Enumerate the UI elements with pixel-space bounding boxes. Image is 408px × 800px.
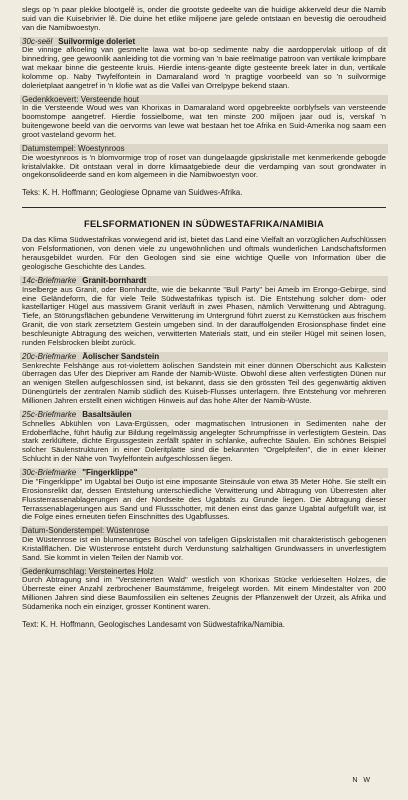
section-divider: [22, 207, 386, 208]
section-title: Wüstenrose: [106, 526, 150, 536]
german-text: [22, 218, 386, 628]
section-title: Versteende hout: [80, 94, 139, 104]
section-fingerklippe: [22, 468, 386, 522]
section-title: "Fingerklippe": [82, 468, 138, 478]
intro-paragraph: Da das Klima Südwestafrikas vorwiegend arid ist, bietet das Land eine Vielfalt an vorzüglichen Aufschlüssen von Felsformationen, von denen viele zu ungewöhnlichen und oftmals wunderlichen Landschaftsformen herausgebildet wurden. Für den Geologen sind sie eine wichtige Quelle von Information über die geologische Geschichte des Landes.: [22, 235, 386, 272]
stamp-value: Gedenkkoevert:: [22, 94, 79, 104]
section-body: Die "Fingerklippe" im Ugabtal bei Outjo ist eine imposante Steinsäule von etwa 35 Meter Höhe. Sie stellt ein Erosionsrelikt dar, dessen Entstehung unterschiedliche Verwitterung und Abtragung von Überresten alter Flussterrassenablagerungen an der Nordseite des Ugabtals zu Grunde liegen. Die Abtragung dieser Terrassenablagerungen aus Sand und Flussschotter, mit denen einst das ganze Ugabtal aufgefüllt war, ist die Folge eines erneuten tiefen Einschnittes des Ugabflusses.: [22, 476, 386, 522]
section-hout: [22, 95, 386, 140]
section-title: Basaltsäulen: [82, 410, 132, 420]
section-title: Suilvormige doleriet: [58, 36, 136, 46]
section-body: Die vinnige afkoeling van gesmelte lawa wat bo-op sedimente naby die aardoppervlak uitloop of dit binnedring, gee gewoonlik aanleiding tot die vorming van 'n baie reëlmatige patroon van vertikale krimpbare wat mekaar binne die gesteente kruis. Hierdie intens-geante digte gesteente breek later in dun, vertikale kolomme op. Naby Twyfelfontein in Damaraland word 'n pragtige voorbeeld van so 'n suilvormige dolerietplaat aangetref in 'n klofie wat as die Vallei van Orrelpype bekend staan.: [22, 45, 386, 90]
section-body: Die woestynroos is 'n blomvormige trop of roset van dungelaagde gipskristalle met kenmerkende gebogde kristalvlakke. Dit ontstaan veral in dorre klimaatgebiede deur die verdamping van sout grondwater in ongekonsolideerde sand en kom algemeen in die Namibwoestyn voor.: [22, 152, 386, 180]
section-title: Versteinertes Holz: [88, 566, 154, 576]
section-sandstein: [22, 352, 386, 406]
page-title: FELSFORMATIONEN IN SÜDWESTAFRIKA/NAMIBIA: [84, 218, 324, 230]
afrikaans-text: [22, 6, 386, 197]
stamp-value: 30c-Briefmarke: [22, 468, 77, 478]
section-title: Äolischer Sandstein: [82, 351, 160, 361]
stamp-value: 14c-Briefmarke: [22, 276, 77, 285]
stamp-value: 25c-Briefmarke: [22, 410, 77, 420]
section-woestynroos: [22, 144, 386, 180]
section-granit: [22, 276, 386, 348]
section-title: Woestynroos: [78, 144, 125, 154]
section-basaltsaeulen: [22, 410, 386, 464]
section-body: Schnelles Abkühlen von Lava-Ergüssen, oder magmatischen Intrusionen in Sedimenten nahe der Erdoberfläche, führt häufig zur Bildung regelmässig angelegter Schrumpfrisse in verfestigtem Gestein. Das stark zerklüftete, dichte Ergussgestein zerfällt später in schlanke, aufrechte Säulen. Ein schönes Beispiel solcher Säulenstrukturen in einer Doleritplatte sind die bekannten "Orgelpfeifen", die in einer kleiner Schlucht in der Nähe von Twyfelfontein aufgeschlossen liegen.: [22, 418, 386, 464]
section-body: Inselberge aus Granit, oder Bornhardte, wie die bekannte "Bull Party" bei Ameib im Erongo-Gebirge, sind eine Geländeform, die für viele Teile Südwestafrikas typisch ist. Die Entstehung solcher dom- oder kastellartiger Hügel aus massivem Granit verläuft in zwei Phasen, nämlich Verwitterung und Abtragung. Tiefe, an Störungsflächen gebundene Verwitterung im Untergrund führt zuerst zu Kernstücken aus frischem Granit, die von stark zersetztem Gestein umgeben sind. In der darauffolgenden Erosionsphase findet eine beschleunigte Abtragung des weichen, verwitterten Materials statt, und ein steiler Hügel mit seinen losen, runden Felsbrocken bleibt zurück.: [22, 284, 386, 348]
lead-paragraph: slegs op 'n paar plekke blootgelê is, onder die grootste gedeelte van die huidige akkerveld deur die Namib suid van die Kuisebrivier lê. Die duine het etlike miljoene jare gelede ontstaan en bevestig die oeroudheid van die Namibwoestyn.: [22, 5, 386, 32]
stamp-value: Datumstempel:: [22, 144, 76, 154]
section-body: Senkrechte Felshänge aus rot-violettem äolischen Sandstein mit einer dünnen Oberschicht aus Kalkstein überragen das Ufer des Diepriver am Rande der Namib-Wüste. Obwohl diese alten verfestigten Dünen nur an wenigen Stellen aufgeschlossen sind, ist bekannt, dass sie den grössten Teil des gegenwärtig aktiven Dünengürtels der zentralen Namib südlich des Kuiseb-Flusses unterlagern. Ihre Entstehung vor mehreren Millionen Jahren erstellt einen wichtigen Hinweis auf das hohe Alter der Namib-Wüste.: [22, 360, 386, 406]
afrikaans-credit: Teks: K. H. Hoffmann; Geologiese Opname van Suidwes-Afrika.: [22, 188, 243, 198]
section-body: In die Versteende Woud wes van Khorixas in Damaraland word opgebreekte oorblyfsels van versteende boomstompe aangetref. Hierdie fossielbome, wat ten minste 200 miljoen jaar oud is, verskaf 'n buitengewone beeld van die oervorms van lewe wat bestaan het toe Afrika en Suid-Amerika nog saam een groot vasteland gevorm het.: [22, 103, 386, 140]
stamp-value: Datum-Sonderstempel:: [22, 526, 105, 536]
stamp-value: 20c-Briefmarke: [22, 351, 77, 361]
section-body: Die Wüstenrose ist ein blumenartiges Büschel von tafeligen Gipskristallen mit charakteristisch gebogenen Kristallflächen. Die Wüstenrose entsteht durch Verdunstung salzhaltigen Grundwassers in unverfestigtem Sand. Sie kommt in vielen Teilen der Namib vor.: [22, 534, 386, 562]
section-holz: [22, 567, 386, 612]
stamp-value: Gedenkumschlag:: [22, 566, 87, 576]
section-wuestenrose: [22, 526, 386, 562]
section-doleriet: [22, 37, 386, 91]
corner-mark: N W: [352, 777, 372, 784]
german-credit: Text: K. H. Hoffmann, Geologisches Landesamt von Südwestafrika/Namibia.: [22, 619, 285, 629]
stamp-value: 30c-seël: [22, 36, 53, 46]
section-title: Granit-bornhardt: [82, 276, 147, 285]
section-body: Durch Abtragung sind im "Versteinerten Wald" westlich von Khorixas Stücke verkieselten Holzes, die Überreste einer Anzahl zerbrochener Baumstämme, freigelegt worden. Mit einem Mindestalter von 200 Millionen Jahren sind diese Baumfossilien ein seltenes Zeugnis der Pflanzenwelt der Urzeit, als Afrika und Südamerika noch ein einziger, grosser Kontinent waren.: [22, 575, 386, 611]
